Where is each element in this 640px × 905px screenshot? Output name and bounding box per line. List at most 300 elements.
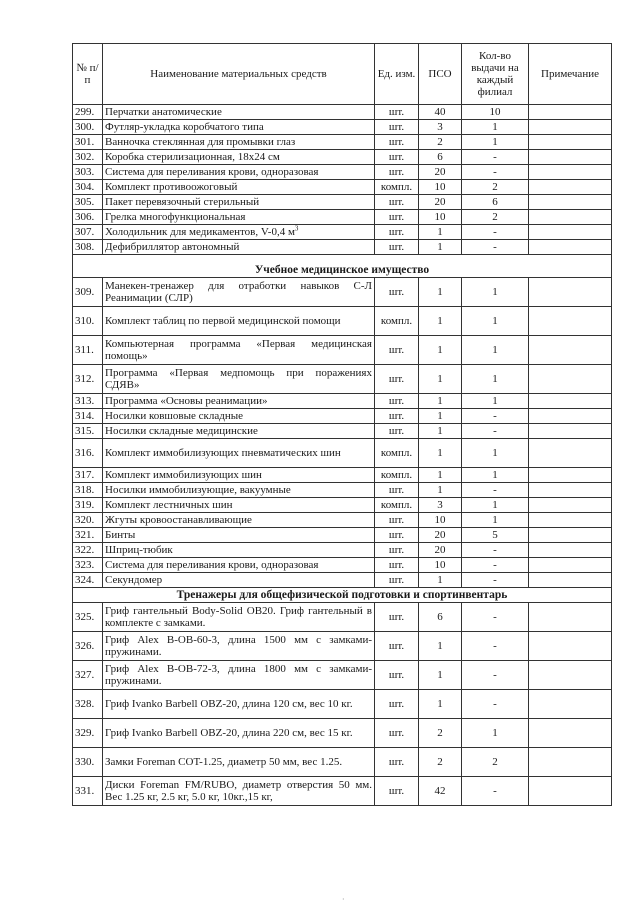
row-number — [73, 180, 103, 195]
row-number — [73, 365, 103, 394]
row-name-text: Коробка стерилизационная, 18х24 см — [105, 151, 280, 163]
row-note — [529, 135, 612, 150]
row-name — [103, 278, 375, 307]
superscript: 3 — [294, 224, 299, 233]
row-number-text: 331. — [75, 785, 95, 797]
header-pso: ПСО — [419, 44, 462, 105]
table-row — [73, 307, 612, 336]
row-number — [73, 719, 103, 748]
row-name — [103, 603, 375, 632]
row-name — [103, 719, 375, 748]
row-name — [103, 225, 375, 240]
row-unit — [375, 105, 419, 120]
row-qty-text: 1 — [492, 499, 498, 511]
section-title: Тренажеры для общефизической подготовки и спортинвентарь — [73, 588, 612, 603]
row-number — [73, 498, 103, 513]
row-number-text: 312. — [75, 373, 95, 385]
row-unit-text: шт. — [388, 136, 405, 148]
row-name — [103, 528, 375, 543]
row-note — [529, 513, 612, 528]
row-pso — [419, 777, 462, 806]
row-qty-text: 2 — [492, 181, 498, 193]
table-row — [73, 468, 612, 483]
row-name — [103, 365, 375, 394]
row-pso-text: 1 — [437, 574, 443, 586]
row-name — [103, 394, 375, 409]
row-note — [529, 498, 612, 513]
row-pso-text: 40 — [434, 106, 446, 118]
row-note — [529, 105, 612, 120]
row-pso-text: 1 — [437, 241, 443, 253]
row-qty — [462, 528, 529, 543]
row-pso — [419, 336, 462, 365]
table-row — [73, 661, 612, 690]
row-pso — [419, 528, 462, 543]
section-title: Учебное медицинское имущество — [73, 255, 612, 278]
row-name — [103, 409, 375, 424]
row-name — [103, 748, 375, 777]
row-qty — [462, 690, 529, 719]
row-note — [529, 777, 612, 806]
row-pso — [419, 165, 462, 180]
row-number — [73, 661, 103, 690]
row-note — [529, 150, 612, 165]
row-number-text: 321. — [75, 529, 95, 541]
table-row — [73, 777, 612, 806]
row-qty — [462, 483, 529, 498]
table-row — [73, 225, 612, 240]
row-unit-text: шт. — [388, 529, 405, 541]
row-number — [73, 528, 103, 543]
row-pso-text: 2 — [437, 756, 443, 768]
row-qty-text: - — [493, 785, 497, 797]
row-qty — [462, 661, 529, 690]
row-pso — [419, 424, 462, 439]
row-unit-text: компл. — [380, 447, 413, 459]
table-row — [73, 278, 612, 307]
row-qty-text: 1 — [492, 136, 498, 148]
row-qty — [462, 573, 529, 588]
row-pso — [419, 394, 462, 409]
row-note — [529, 336, 612, 365]
row-unit — [375, 558, 419, 573]
row-number — [73, 135, 103, 150]
row-name-text: Комплект таблиц по первой медицинской помощи — [105, 315, 341, 327]
row-name-text: Замки Foreman COT-1.25, диаметр 50 мм, вес 1.25. — [105, 756, 343, 768]
row-qty-text: - — [493, 241, 497, 253]
row-pso-text: 42 — [434, 785, 446, 797]
row-qty — [462, 632, 529, 661]
row-qty-text: 1 — [492, 395, 498, 407]
row-number-text: 311. — [75, 344, 94, 356]
row-unit — [375, 120, 419, 135]
row-qty-text: - — [493, 425, 497, 437]
row-number-text: 325. — [75, 611, 95, 623]
row-unit-text: шт. — [388, 698, 405, 710]
table-row — [73, 483, 612, 498]
row-pso-text: 10 — [434, 559, 446, 571]
row-number — [73, 424, 103, 439]
row-number-text: 304. — [75, 181, 95, 193]
row-unit — [375, 210, 419, 225]
row-unit — [375, 180, 419, 195]
row-name-text: Диски Foreman FM/RUBO, диаметр отверстия 50 мм. Вес 1.25 кг, 2.5 кг, 5.0 кг, 10кг.,15 кг, — [105, 779, 372, 803]
header-unit: Ед. изм. — [375, 44, 419, 105]
row-qty — [462, 424, 529, 439]
row-name — [103, 513, 375, 528]
row-name-text: Грелка многофункциональная — [105, 211, 246, 223]
row-pso-text: 1 — [437, 395, 443, 407]
row-number-text: 314. — [75, 410, 95, 422]
row-number — [73, 748, 103, 777]
row-name-text: Гриф Alex B-OB-72-3, длина 1800 мм с замками-пружинами. — [105, 663, 372, 687]
row-name-text: Холодильник для медикаментов, V-0,4 м — [105, 226, 295, 238]
row-unit-text: шт. — [388, 425, 405, 437]
row-unit-text: шт. — [388, 166, 405, 178]
row-pso — [419, 225, 462, 240]
row-number-text: 324. — [75, 574, 95, 586]
row-name-text: Носилки складные медицинские — [105, 425, 258, 437]
row-note — [529, 278, 612, 307]
row-name-text: Жгуты кровоостанавливающие — [105, 514, 252, 526]
table-row — [73, 424, 612, 439]
row-note — [529, 632, 612, 661]
row-unit — [375, 573, 419, 588]
row-pso — [419, 180, 462, 195]
row-pso-text: 3 — [437, 499, 443, 511]
row-pso — [419, 195, 462, 210]
row-qty-text: 1 — [492, 469, 498, 481]
row-name-text: Комплект иммобилизующих шин — [105, 469, 262, 481]
row-name — [103, 573, 375, 588]
row-number — [73, 150, 103, 165]
section-row — [73, 255, 612, 278]
row-number-text: 318. — [75, 484, 95, 496]
row-unit — [375, 690, 419, 719]
row-unit-text: шт. — [388, 196, 405, 208]
row-number-text: 303. — [75, 166, 95, 178]
row-number — [73, 558, 103, 573]
row-name-text: Гриф Ivanko Barbell OBZ-20, длина 220 см, вес 15 кг. — [105, 727, 353, 739]
row-unit — [375, 498, 419, 513]
table-row — [73, 748, 612, 777]
row-name — [103, 105, 375, 120]
table-header-row — [73, 44, 612, 105]
row-pso — [419, 307, 462, 336]
row-pso — [419, 120, 462, 135]
row-pso — [419, 573, 462, 588]
row-qty — [462, 498, 529, 513]
table-row — [73, 439, 612, 468]
row-number — [73, 632, 103, 661]
row-unit-text: шт. — [388, 756, 405, 768]
row-name — [103, 240, 375, 255]
table-row — [73, 195, 612, 210]
row-note — [529, 543, 612, 558]
row-unit — [375, 278, 419, 307]
row-note — [529, 748, 612, 777]
row-name — [103, 135, 375, 150]
row-number — [73, 165, 103, 180]
row-number — [73, 409, 103, 424]
row-name — [103, 690, 375, 719]
row-qty — [462, 603, 529, 632]
row-pso — [419, 409, 462, 424]
row-qty-text: 1 — [492, 121, 498, 133]
row-name — [103, 195, 375, 210]
row-unit-text: компл. — [380, 469, 413, 481]
row-qty-text: - — [493, 484, 497, 496]
row-number-text: 306. — [75, 211, 95, 223]
row-pso-text: 10 — [434, 514, 446, 526]
row-unit — [375, 528, 419, 543]
row-unit-text: шт. — [388, 640, 405, 652]
row-pso-text: 1 — [437, 344, 443, 356]
row-pso-text: 20 — [434, 544, 446, 556]
row-pso — [419, 513, 462, 528]
row-unit-text: шт. — [388, 544, 405, 556]
row-qty — [462, 543, 529, 558]
row-unit-text: шт. — [388, 373, 405, 385]
row-pso-text: 1 — [437, 425, 443, 437]
row-qty-text: - — [493, 166, 497, 178]
row-pso-text: 1 — [437, 640, 443, 652]
row-pso-text: 6 — [437, 611, 443, 623]
row-number-text: 319. — [75, 499, 95, 511]
row-note — [529, 307, 612, 336]
row-name-text: Секундомер — [105, 574, 163, 586]
row-name-text: Шприц-тюбик — [105, 544, 173, 556]
row-qty — [462, 748, 529, 777]
row-qty-text: - — [493, 611, 497, 623]
row-name-text: Комплект иммобилизующих пневматических шин — [105, 447, 341, 459]
row-note — [529, 661, 612, 690]
row-pso-text: 1 — [437, 447, 443, 459]
header-name: Наименование материальных средств — [103, 44, 375, 105]
table-row — [73, 120, 612, 135]
row-unit-text: шт. — [388, 286, 405, 298]
row-qty-text: 1 — [492, 514, 498, 526]
row-qty — [462, 777, 529, 806]
row-name-text: Гриф Alex B-OB-60-3, длина 1500 мм с замками-пружинами. — [105, 634, 372, 658]
table-row — [73, 165, 612, 180]
row-number — [73, 105, 103, 120]
row-name — [103, 336, 375, 365]
row-number-text: 299. — [75, 106, 95, 118]
row-name — [103, 558, 375, 573]
row-number-text: 301. — [75, 136, 95, 148]
row-name — [103, 632, 375, 661]
row-pso — [419, 661, 462, 690]
row-unit — [375, 307, 419, 336]
row-unit — [375, 483, 419, 498]
row-pso-text: 1 — [437, 410, 443, 422]
row-unit — [375, 409, 419, 424]
row-name — [103, 483, 375, 498]
table-row — [73, 394, 612, 409]
header-qty: Кол-во выдачи на каждый филиал — [462, 44, 529, 105]
table-row — [73, 105, 612, 120]
row-note — [529, 240, 612, 255]
table-row — [73, 719, 612, 748]
row-number — [73, 468, 103, 483]
row-note — [529, 409, 612, 424]
row-unit-text: шт. — [388, 574, 405, 586]
row-number-text: 308. — [75, 241, 95, 253]
row-qty — [462, 307, 529, 336]
table-row — [73, 690, 612, 719]
row-qty-text: - — [493, 669, 497, 681]
row-note — [529, 573, 612, 588]
row-number-text: 326. — [75, 640, 95, 652]
table-row — [73, 513, 612, 528]
row-qty-text: - — [493, 640, 497, 652]
row-qty-text: 1 — [492, 315, 498, 327]
row-number-text: 313. — [75, 395, 95, 407]
row-qty-text: - — [493, 226, 497, 238]
row-unit-text: шт. — [388, 727, 405, 739]
row-note — [529, 719, 612, 748]
row-unit-text: шт. — [388, 211, 405, 223]
row-unit-text: компл. — [380, 181, 413, 193]
row-number-text: 300. — [75, 121, 95, 133]
row-pso — [419, 468, 462, 483]
row-name-text: Система для переливания крови, одноразовая — [105, 166, 319, 178]
table-row — [73, 543, 612, 558]
row-name-text: Пакет перевязочный стерильный — [105, 196, 260, 208]
row-pso — [419, 632, 462, 661]
row-number-text: 328. — [75, 698, 95, 710]
row-pso-text: 3 — [437, 121, 443, 133]
row-unit — [375, 150, 419, 165]
row-name — [103, 439, 375, 468]
row-unit — [375, 543, 419, 558]
row-unit — [375, 632, 419, 661]
row-pso-text: 1 — [437, 286, 443, 298]
row-name-text: Программа «Основы реанимации» — [105, 395, 268, 407]
row-unit-text: шт. — [388, 514, 405, 526]
row-qty — [462, 719, 529, 748]
table-row — [73, 365, 612, 394]
row-qty — [462, 513, 529, 528]
row-note — [529, 225, 612, 240]
row-number-text: 329. — [75, 727, 95, 739]
row-unit-text: шт. — [388, 410, 405, 422]
row-number — [73, 603, 103, 632]
table-row — [73, 240, 612, 255]
row-unit-text: шт. — [388, 395, 405, 407]
row-qty — [462, 439, 529, 468]
row-qty — [462, 394, 529, 409]
row-note — [529, 439, 612, 468]
row-name-text: Бинты — [105, 529, 136, 541]
row-number — [73, 690, 103, 719]
row-qty — [462, 225, 529, 240]
row-pso-text: 10 — [434, 211, 446, 223]
row-name-text: Футляр-укладка коробчатого типа — [105, 121, 264, 133]
row-pso-text: 20 — [434, 166, 446, 178]
row-number — [73, 543, 103, 558]
row-name — [103, 498, 375, 513]
row-note — [529, 528, 612, 543]
row-number — [73, 210, 103, 225]
row-number-text: 307. — [75, 226, 95, 238]
row-pso-text: 10 — [434, 181, 446, 193]
row-unit — [375, 719, 419, 748]
row-pso-text: 2 — [437, 136, 443, 148]
row-unit-text: шт. — [388, 484, 405, 496]
row-note — [529, 120, 612, 135]
row-qty-text: 2 — [492, 211, 498, 223]
row-name-text: Гриф Ivanko Barbell OBZ-20, длина 120 см, вес 10 кг. — [105, 698, 353, 710]
row-note — [529, 195, 612, 210]
row-pso — [419, 278, 462, 307]
row-pso-text: 1 — [437, 226, 443, 238]
row-qty — [462, 409, 529, 424]
row-number — [73, 240, 103, 255]
row-qty-text: 1 — [492, 727, 498, 739]
row-qty-text: 1 — [492, 447, 498, 459]
row-qty — [462, 240, 529, 255]
row-unit-text: шт. — [388, 241, 405, 253]
row-unit — [375, 661, 419, 690]
row-unit-text: шт. — [388, 344, 405, 356]
row-name — [103, 307, 375, 336]
table-row — [73, 498, 612, 513]
row-unit — [375, 365, 419, 394]
row-unit — [375, 225, 419, 240]
row-pso — [419, 240, 462, 255]
row-qty-text: - — [493, 559, 497, 571]
row-note — [529, 468, 612, 483]
row-name-text: Носилки ковшовые складные — [105, 410, 243, 422]
row-number — [73, 777, 103, 806]
row-unit — [375, 513, 419, 528]
row-qty — [462, 336, 529, 365]
row-qty — [462, 180, 529, 195]
row-pso-text: 20 — [434, 529, 446, 541]
row-note — [529, 165, 612, 180]
row-number — [73, 120, 103, 135]
row-qty-text: 5 — [492, 529, 498, 541]
row-pso-text: 1 — [437, 484, 443, 496]
row-number — [73, 573, 103, 588]
row-pso-text: 1 — [437, 469, 443, 481]
row-name-text: Ванночка стеклянная для промывки глаз — [105, 136, 296, 148]
table-row — [73, 180, 612, 195]
row-unit-text: шт. — [388, 669, 405, 681]
row-unit — [375, 748, 419, 777]
row-qty — [462, 210, 529, 225]
row-number-text: 322. — [75, 544, 95, 556]
row-number — [73, 394, 103, 409]
row-name — [103, 777, 375, 806]
row-pso — [419, 365, 462, 394]
row-pso-text: 1 — [437, 698, 443, 710]
table-row — [73, 558, 612, 573]
row-note — [529, 603, 612, 632]
row-unit — [375, 165, 419, 180]
row-qty-text: - — [493, 410, 497, 422]
row-unit — [375, 603, 419, 632]
row-pso — [419, 690, 462, 719]
row-unit — [375, 394, 419, 409]
row-unit-text: шт. — [388, 559, 405, 571]
header-note: Примечание — [529, 44, 612, 105]
row-qty-text: - — [493, 151, 497, 163]
row-qty — [462, 150, 529, 165]
row-qty — [462, 278, 529, 307]
